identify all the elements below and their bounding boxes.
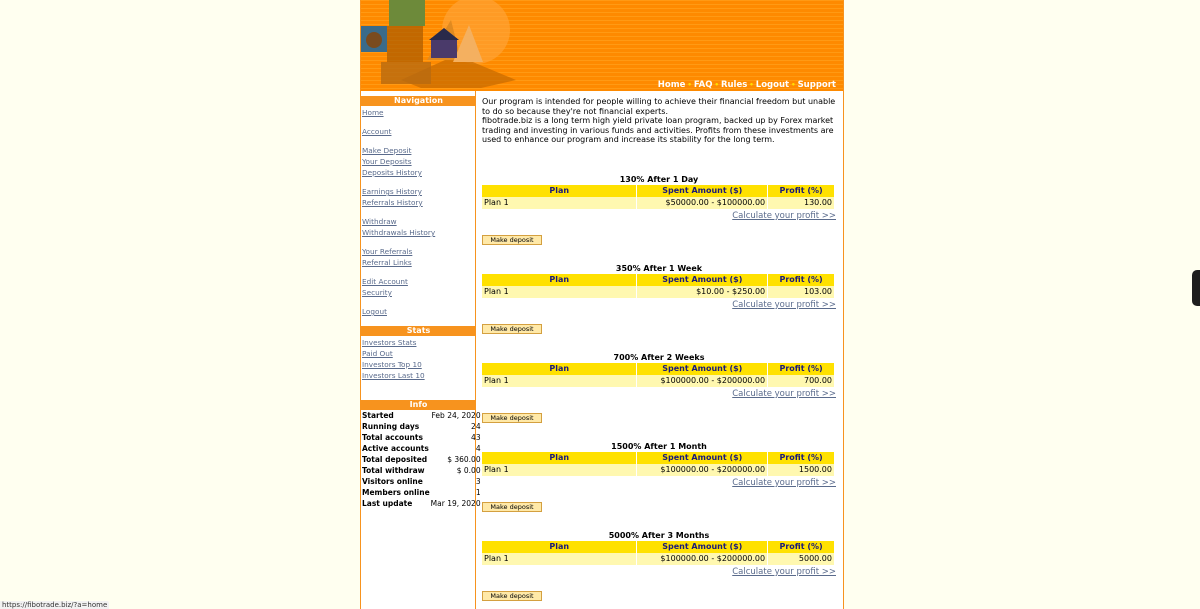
plan-amount: $100000.00 - $200000.00 xyxy=(637,375,767,387)
plan-name: Plan 1 xyxy=(482,464,636,476)
plan-column-header: Plan xyxy=(482,274,636,286)
nav-group-gap xyxy=(362,268,476,276)
nav-group-gap xyxy=(362,137,476,145)
make-deposit-button[interactable]: Make deposit xyxy=(482,235,542,245)
plan-column-header: Profit (%) xyxy=(768,541,834,553)
sidebar-link-referral-links[interactable]: Referral Links xyxy=(362,258,412,267)
plan-row xyxy=(482,197,834,209)
plan-title: 350% After 1 Week xyxy=(615,264,703,273)
nav-separator: • xyxy=(749,81,754,89)
calculate-profit-link[interactable]: Calculate your profit >> xyxy=(732,389,836,399)
stats-link-paid-out[interactable]: Paid Out xyxy=(362,349,393,358)
intro-text xyxy=(482,97,836,145)
plan-header-row xyxy=(482,185,834,197)
plan-column-header: Profit (%) xyxy=(768,452,834,464)
calculate-profit-link[interactable]: Calculate your profit >> xyxy=(732,567,836,577)
plan-profit: 5000.00 xyxy=(768,553,834,565)
nav-group-gap xyxy=(362,238,476,246)
info-table xyxy=(361,410,482,509)
plan-block xyxy=(482,441,836,511)
nav-separator: • xyxy=(687,81,692,89)
info-label: Total deposited xyxy=(362,455,428,464)
top-nav-faq[interactable]: FAQ xyxy=(693,80,713,90)
navigation-menu xyxy=(361,106,476,317)
plan-block xyxy=(482,263,836,333)
plan-column-header: Plan xyxy=(482,185,636,197)
navigation-heading: Navigation xyxy=(361,96,476,106)
sidebar-link-withdraw[interactable]: Withdraw xyxy=(362,217,397,226)
calculate-profit-link[interactable]: Calculate your profit >> xyxy=(732,211,836,221)
plan-profit: 1500.00 xyxy=(768,464,834,476)
plan-title: 130% After 1 Day xyxy=(619,175,699,184)
main-content xyxy=(482,97,836,600)
plan-profit: 130.00 xyxy=(768,197,834,209)
sidebar-link-edit-account[interactable]: Edit Account xyxy=(362,277,408,286)
plan-name: Plan 1 xyxy=(482,375,636,387)
info-value: Feb 24, 2020 xyxy=(431,411,481,420)
nav-group-gap xyxy=(362,178,476,186)
site-header xyxy=(361,0,843,91)
make-deposit-button[interactable]: Make deposit xyxy=(482,413,542,423)
info-label: Running days xyxy=(362,422,420,431)
plan-table xyxy=(481,274,835,298)
calculate-profit-link[interactable]: Calculate your profit >> xyxy=(732,478,836,488)
plan-name: Plan 1 xyxy=(482,197,636,209)
plan-table xyxy=(481,185,835,209)
intro-line-1: Our program is intended for people willing to achieve their financial freedom but unable to do so because they're not financial experts. xyxy=(482,97,836,116)
info-row xyxy=(361,465,482,476)
nav-group-gap xyxy=(362,208,476,216)
sidebar-link-earnings-history[interactable]: Earnings History xyxy=(362,187,422,196)
plan-header-row xyxy=(482,363,834,375)
plan-row xyxy=(482,375,834,387)
sidebar-link-withdrawals-history[interactable]: Withdrawals History xyxy=(362,228,436,237)
plan-block xyxy=(482,174,836,244)
plan-amount: $50000.00 - $100000.00 xyxy=(637,197,767,209)
plan-column-header: Spent Amount ($) xyxy=(637,274,767,286)
top-nav-support[interactable]: Support xyxy=(797,80,836,90)
plan-name: Plan 1 xyxy=(482,286,636,298)
plan-header-row xyxy=(482,452,834,464)
sidebar-link-logout[interactable]: Logout xyxy=(362,307,387,316)
info-label: Started xyxy=(362,411,394,420)
info-label: Members online xyxy=(362,488,430,497)
info-row xyxy=(361,487,482,498)
plan-column-header: Plan xyxy=(482,541,636,553)
info-value: 3 xyxy=(475,477,481,486)
plan-column-header: Spent Amount ($) xyxy=(637,541,767,553)
intro-line-2: fibotrade.biz is a long term high yield private loan program, backed up by Forex market trading and investing in various funds and activities. Profits from these investments are used to enhance our program and increase its stability for the long term. xyxy=(482,116,834,144)
stats-heading: Stats xyxy=(361,326,476,336)
top-nav-logout[interactable]: Logout xyxy=(755,80,790,90)
plan-column-header: Profit (%) xyxy=(768,185,834,197)
plan-title: 5000% After 3 Months xyxy=(608,531,710,540)
top-navigation xyxy=(658,80,836,90)
plan-column-header: Spent Amount ($) xyxy=(637,185,767,197)
plan-column-header: Plan xyxy=(482,452,636,464)
top-nav-home[interactable]: Home xyxy=(657,80,686,90)
left-sidebar xyxy=(361,96,481,509)
info-row xyxy=(361,410,482,421)
info-row xyxy=(361,454,482,465)
plan-title: 700% After 2 Weeks xyxy=(613,353,705,362)
plan-profit: 700.00 xyxy=(768,375,834,387)
info-row xyxy=(361,476,482,487)
info-value: 4 xyxy=(475,444,481,453)
info-row xyxy=(361,498,482,509)
nav-separator: • xyxy=(791,81,796,89)
info-label: Total withdraw xyxy=(362,466,425,475)
stats-menu xyxy=(361,336,476,381)
plan-column-header: Profit (%) xyxy=(768,274,834,286)
plan-column-header: Profit (%) xyxy=(768,363,834,375)
info-value: 1 xyxy=(475,488,481,497)
info-row xyxy=(361,421,482,432)
plan-amount: $10.00 - $250.00 xyxy=(637,286,767,298)
sidebar-link-your-referrals[interactable]: Your Referrals xyxy=(362,247,413,256)
plan-table xyxy=(481,363,835,387)
nav-separator: • xyxy=(714,81,719,89)
make-deposit-button[interactable]: Make deposit xyxy=(482,502,542,512)
plan-column-header: Spent Amount ($) xyxy=(637,452,767,464)
info-row xyxy=(361,432,482,443)
info-label: Visitors online xyxy=(362,477,423,486)
info-value: $ 360.00 xyxy=(447,455,481,464)
plan-table xyxy=(481,452,835,476)
sidebar-link-home[interactable]: Home xyxy=(362,108,384,117)
stats-link-investors-stats[interactable]: Investors Stats xyxy=(362,338,417,347)
plan-block xyxy=(482,352,836,422)
info-heading: Info xyxy=(361,400,476,410)
plan-column-header: Spent Amount ($) xyxy=(637,363,767,375)
calculate-profit-link[interactable]: Calculate your profit >> xyxy=(732,300,836,310)
plan-table xyxy=(481,541,835,565)
sidebar-link-deposits-history[interactable]: Deposits History xyxy=(362,168,422,177)
make-deposit-button[interactable]: Make deposit xyxy=(482,324,542,334)
plan-row xyxy=(482,553,834,565)
plan-row xyxy=(482,464,834,476)
page-container xyxy=(360,0,844,609)
info-value: $ 0.00 xyxy=(456,466,481,475)
info-label: Last update xyxy=(362,499,413,508)
info-label: Total accounts xyxy=(362,433,423,442)
top-nav-rules[interactable]: Rules xyxy=(720,80,748,90)
sidebar-link-referrals-history[interactable]: Referrals History xyxy=(362,198,423,207)
info-value: 24 xyxy=(471,422,481,431)
plan-header-row xyxy=(482,274,834,286)
sidebar-link-account[interactable]: Account xyxy=(362,127,392,136)
nav-group-gap xyxy=(362,298,476,306)
plan-row xyxy=(482,286,834,298)
plan-profit: 103.00 xyxy=(768,286,834,298)
stats-link-investors-last-10[interactable]: Investors Last 10 xyxy=(362,371,425,380)
side-panel-handle[interactable] xyxy=(1192,270,1200,306)
nav-group-gap xyxy=(362,118,476,126)
stats-link-investors-top-10[interactable]: Investors Top 10 xyxy=(362,360,422,369)
plan-amount: $100000.00 - $200000.00 xyxy=(637,553,767,565)
info-row xyxy=(361,443,482,454)
plan-block xyxy=(482,530,836,600)
status-bar-url: https://fibotrade.biz/?a=home xyxy=(2,601,108,609)
sidebar-link-make-deposit[interactable]: Make Deposit xyxy=(362,146,412,155)
plan-name: Plan 1 xyxy=(482,553,636,565)
info-value: 43 xyxy=(471,433,481,442)
plan-header-row xyxy=(482,541,834,553)
info-label: Active accounts xyxy=(362,444,429,453)
plan-column-header: Plan xyxy=(482,363,636,375)
plan-title: 1500% After 1 Month xyxy=(611,442,707,451)
info-value: Mar 19, 2020 xyxy=(430,499,481,508)
make-deposit-button[interactable]: Make deposit xyxy=(482,591,542,601)
sidebar-link-security[interactable]: Security xyxy=(362,288,392,297)
plan-amount: $100000.00 - $200000.00 xyxy=(637,464,767,476)
site-banner-image xyxy=(361,0,521,91)
sidebar-link-your-deposits[interactable]: Your Deposits xyxy=(362,157,412,166)
